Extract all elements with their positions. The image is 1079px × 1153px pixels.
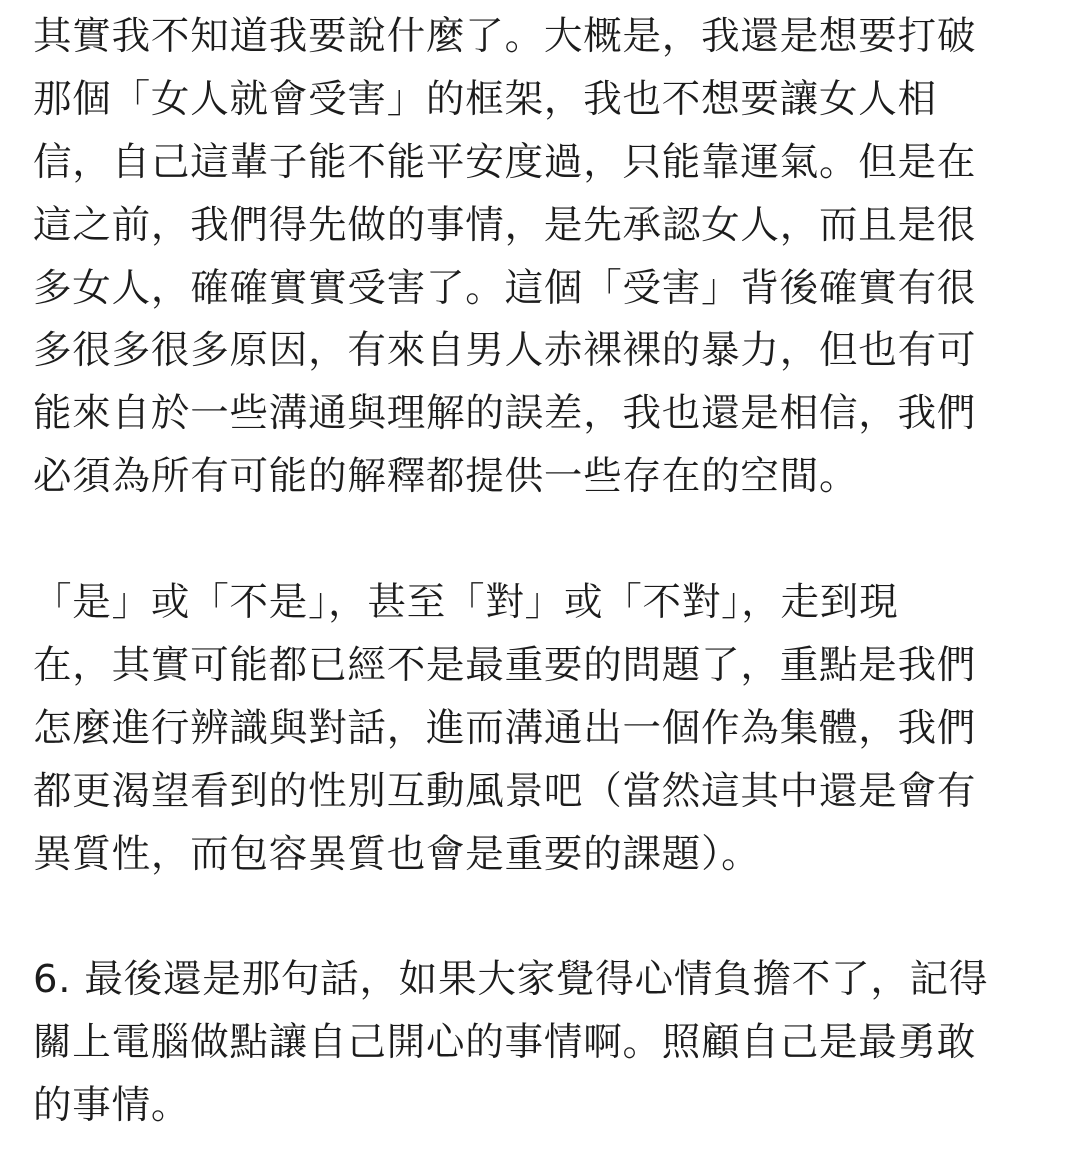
- paragraph-2: [33, 572, 1049, 886]
- text-line: 關上電腦做點讓自己開心的事情啊。照顧自己是最勇敢: [33, 1020, 977, 1066]
- paragraph-spacer: [33, 509, 1049, 572]
- text-line: 怎麼進行辨識與對話，進而溝通出一個作為集體，我們: [33, 705, 977, 751]
- text-line: 信，自己這輩子能不能平安度過，只能靠運氣。但是在: [33, 139, 977, 185]
- text-line: 6. 最後還是那句話，如果大家覺得心情負擔不了，記得: [33, 957, 989, 1003]
- text-line: 那個「女人就會受害」的框架，我也不想要讓女人相: [33, 76, 937, 122]
- text-line: 都更渴望看到的性別互動風景吧（當然這其中還是會有: [33, 768, 977, 814]
- text-line: 這之前，我們得先做的事情，是先承認女人，而且是很: [33, 202, 977, 248]
- text-line: 「是」或「不是」，甚至「對」或「不對」，走到現: [33, 580, 899, 626]
- paragraph-1: [33, 6, 1049, 509]
- text-line: 異質性，而包容異質也會是重要的課題）。: [33, 831, 761, 877]
- text-line: 多女人，確確實實受害了。這個「受害」背後確實有很: [33, 265, 977, 311]
- text-line: 在，其實可能都已經不是最重要的問題了，重點是我們: [33, 642, 977, 688]
- article-body: [33, 6, 1049, 1138]
- text-line: 其實我不知道我要說什麼了。大概是，我還是想要打破: [33, 14, 977, 59]
- text-line: 能來自於一些溝通與理解的誤差，我也還是相信，我們: [33, 391, 977, 437]
- text-line: 多很多很多原因，有來自男人赤裸裸的暴力，但也有可: [33, 328, 977, 374]
- paragraph-3: [33, 949, 1049, 1138]
- paragraph-spacer: [33, 886, 1049, 949]
- text-line: 必須為所有可能的解釋都提供一些存在的空間。: [33, 454, 859, 500]
- text-line: 的事情。: [33, 1083, 191, 1129]
